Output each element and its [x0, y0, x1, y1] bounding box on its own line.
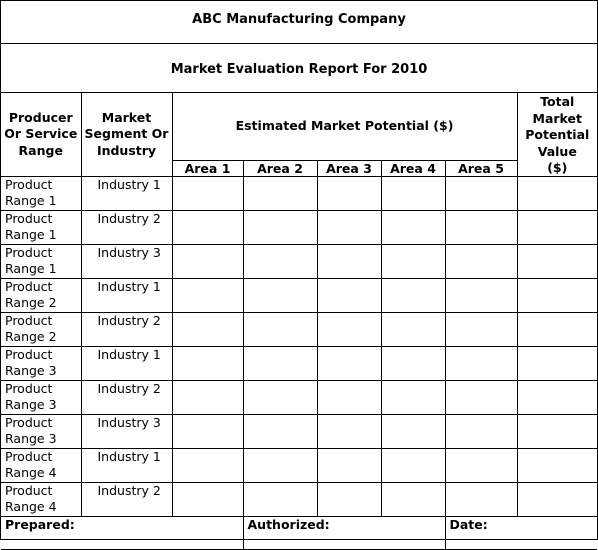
industry-cell: Industry 2 — [81, 380, 172, 414]
area-2-cell[interactable] — [243, 380, 317, 414]
total-cell[interactable] — [517, 278, 597, 312]
area-3-cell[interactable] — [317, 210, 381, 244]
area-5-cell[interactable] — [445, 278, 517, 312]
header-estimated: Estimated Market Potential ($) — [172, 93, 517, 160]
table-row — [1, 448, 597, 482]
area-1-cell[interactable] — [172, 210, 243, 244]
product-cell: Product Range 2 — [1, 312, 81, 346]
total-cell[interactable] — [517, 482, 597, 516]
area-5-cell[interactable] — [445, 346, 517, 380]
date-field[interactable] — [445, 516, 597, 549]
area-2-cell[interactable] — [243, 482, 317, 516]
date-label: Date: — [449, 516, 488, 532]
table-row — [1, 414, 597, 448]
area-4-cell[interactable] — [381, 380, 445, 414]
area-1-cell[interactable] — [172, 346, 243, 380]
evaluation-table — [1, 93, 597, 550]
industry-cell: Industry 3 — [81, 414, 172, 448]
area-3-cell[interactable] — [317, 312, 381, 346]
total-cell[interactable] — [517, 312, 597, 346]
header-segment: Market Segment Or Industry — [81, 93, 172, 176]
header-producer: Producer Or Service Range — [1, 93, 81, 176]
area-1-cell[interactable] — [172, 380, 243, 414]
area-4-cell[interactable] — [381, 176, 445, 210]
table-row — [1, 380, 597, 414]
table-row — [1, 210, 597, 244]
table-row — [1, 482, 597, 516]
area-3-cell[interactable] — [317, 278, 381, 312]
area-1-cell[interactable] — [172, 278, 243, 312]
total-cell[interactable] — [517, 210, 597, 244]
table-row — [1, 312, 597, 346]
area-2-cell[interactable] — [243, 244, 317, 278]
header-area-2: Area 2 — [243, 160, 317, 176]
industry-cell: Industry 2 — [81, 312, 172, 346]
table-row — [1, 176, 597, 210]
product-cell: Product Range 3 — [1, 380, 81, 414]
area-5-cell[interactable] — [445, 312, 517, 346]
total-cell[interactable] — [517, 346, 597, 380]
header-area-4: Area 4 — [381, 160, 445, 176]
product-cell: Product Range 1 — [1, 244, 81, 278]
header-area-3: Area 3 — [317, 160, 381, 176]
area-1-cell[interactable] — [172, 312, 243, 346]
header-area-1: Area 1 — [172, 160, 243, 176]
area-1-cell[interactable] — [172, 176, 243, 210]
industry-cell: Industry 1 — [81, 448, 172, 482]
area-1-cell[interactable] — [172, 448, 243, 482]
area-2-cell[interactable] — [243, 312, 317, 346]
total-cell[interactable] — [517, 244, 597, 278]
report-title-header — [1, 44, 597, 93]
area-3-cell[interactable] — [317, 244, 381, 278]
signature-row — [1, 516, 597, 549]
industry-cell: Industry 2 — [81, 482, 172, 516]
area-2-cell[interactable] — [243, 346, 317, 380]
industry-cell: Industry 2 — [81, 210, 172, 244]
area-2-cell[interactable] — [243, 414, 317, 448]
area-5-cell[interactable] — [445, 176, 517, 210]
product-cell: Product Range 2 — [1, 278, 81, 312]
product-cell: Product Range 3 — [1, 414, 81, 448]
area-5-cell[interactable] — [445, 414, 517, 448]
area-4-cell[interactable] — [381, 244, 445, 278]
prepared-label: Prepared: — [5, 516, 75, 532]
area-5-cell[interactable] — [445, 482, 517, 516]
area-1-cell[interactable] — [172, 414, 243, 448]
company-name: ABC Manufacturing Company — [192, 12, 406, 27]
area-5-cell[interactable] — [445, 448, 517, 482]
area-2-cell[interactable] — [243, 210, 317, 244]
area-3-cell[interactable] — [317, 176, 381, 210]
company-header — [1, 1, 597, 44]
authorized-label: Authorized: — [247, 516, 330, 532]
product-cell: Product Range 4 — [1, 448, 81, 482]
total-cell[interactable] — [517, 380, 597, 414]
table-row — [1, 346, 597, 380]
area-1-cell[interactable] — [172, 482, 243, 516]
area-4-cell[interactable] — [381, 414, 445, 448]
area-3-cell[interactable] — [317, 414, 381, 448]
area-4-cell[interactable] — [381, 278, 445, 312]
total-cell[interactable] — [517, 176, 597, 210]
area-3-cell[interactable] — [317, 346, 381, 380]
area-1-cell[interactable] — [172, 244, 243, 278]
industry-cell: Industry 1 — [81, 176, 172, 210]
industry-cell: Industry 1 — [81, 278, 172, 312]
area-3-cell[interactable] — [317, 482, 381, 516]
area-2-cell[interactable] — [243, 448, 317, 482]
header-area-5: Area 5 — [445, 160, 517, 176]
header-total-unit: ($) — [517, 160, 597, 176]
area-3-cell[interactable] — [317, 380, 381, 414]
industry-cell: Industry 3 — [81, 244, 172, 278]
area-5-cell[interactable] — [445, 380, 517, 414]
area-4-cell[interactable] — [381, 210, 445, 244]
total-cell[interactable] — [517, 448, 597, 482]
area-4-cell[interactable] — [381, 482, 445, 516]
area-5-cell[interactable] — [445, 244, 517, 278]
header-total: Total Market Potential Value — [517, 93, 597, 160]
total-cell[interactable] — [517, 414, 597, 448]
product-cell: Product Range 1 — [1, 210, 81, 244]
industry-cell: Industry 1 — [81, 346, 172, 380]
area-4-cell[interactable] — [381, 312, 445, 346]
product-cell: Product Range 3 — [1, 346, 81, 380]
area-4-cell[interactable] — [381, 346, 445, 380]
area-2-cell[interactable] — [243, 176, 317, 210]
area-2-cell[interactable] — [243, 278, 317, 312]
prepared-field[interactable] — [1, 516, 243, 549]
area-3-cell[interactable] — [317, 448, 381, 482]
area-5-cell[interactable] — [445, 210, 517, 244]
table-row — [1, 278, 597, 312]
area-4-cell[interactable] — [381, 448, 445, 482]
table-row — [1, 244, 597, 278]
product-cell: Product Range 1 — [1, 176, 81, 210]
report-title: Market Evaluation Report For 2010 — [170, 62, 428, 77]
product-cell: Product Range 4 — [1, 482, 81, 516]
authorized-field[interactable] — [243, 516, 445, 549]
